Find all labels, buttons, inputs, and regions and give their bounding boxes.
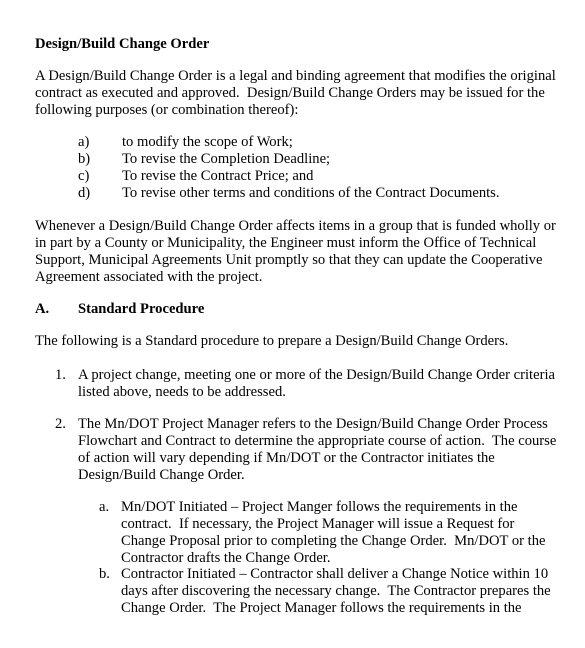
purpose-letter: d): [78, 184, 91, 201]
substep-letter: b.: [99, 566, 110, 582]
step-number: 1.: [55, 367, 66, 383]
purpose-text: to modify the scope of Work;: [122, 134, 293, 150]
document-title: Design/Build Change Order: [35, 36, 210, 52]
purpose-letter: a): [78, 134, 90, 150]
procedure-step: [55, 416, 556, 484]
purpose-letter: c): [78, 167, 90, 184]
substep-text: Contractor Initiated – Contractor shall deliver a Change Notice within 10 days after discovering the necessary change. The Contractor prepares the Change Order. The Project Manager follows the requirements in the: [121, 566, 551, 616]
substep-letter: a.: [99, 499, 110, 515]
purpose-item: [78, 185, 500, 202]
section-number: A.: [35, 301, 50, 317]
intro-paragraph: A Design/Build Change Order is a legal and binding agreement that modifies the original contract as executed and approved. Design/Build Change Orders may be issued for the following purposes (or combination thereof):: [35, 68, 556, 118]
purpose-item: [78, 134, 500, 151]
step-text: A project change, meeting one or more of the Design/Build Change Order criteria listed above, needs to be addressed.: [78, 367, 555, 400]
section-title: Standard Procedure: [78, 301, 205, 317]
procedure-step: [55, 367, 555, 401]
step-number: 2.: [55, 416, 66, 432]
purpose-item: [78, 151, 500, 168]
purpose-list: [78, 134, 500, 202]
purpose-text: To revise other terms and conditions of the Contract Documents.: [122, 184, 500, 201]
county-paragraph: Whenever a Design/Build Change Order affects items in a group that is funded wholly or in part by a County or Municipality, the Engineer must inform the Office of Technical Support, Municipal Agreements Unit promptly so that they can update the Cooperative Agreement associated with the project.: [35, 218, 556, 285]
substep-text: Mn/DOT Initiated – Project Manger follows the requirements in the contract. If necessary, the Project Manager will issue a Request for Change Proposal prior to completing the Change Order. Mn/DOT or the Contractor drafts the Change Order.: [121, 499, 546, 566]
procedure-substep: [99, 566, 551, 617]
purpose-text: To revise the Contract Price; and: [122, 167, 314, 184]
purpose-item: [78, 168, 500, 185]
section-heading: [35, 301, 204, 318]
purpose-letter: b): [78, 150, 91, 167]
procedure-substep: [99, 499, 546, 567]
section-intro: The following is a Standard procedure to prepare a Design/Build Change Orders.: [35, 333, 509, 349]
purpose-text: To revise the Completion Deadline;: [122, 150, 331, 167]
step-text: The Mn/DOT Project Manager refers to the Design/Build Change Order Process Flowchart and Contract to determine the appropriate course of action. The course of action will vary depending if Mn/DOT or the Contractor initiates the Design/Build Change Order.: [78, 416, 557, 483]
